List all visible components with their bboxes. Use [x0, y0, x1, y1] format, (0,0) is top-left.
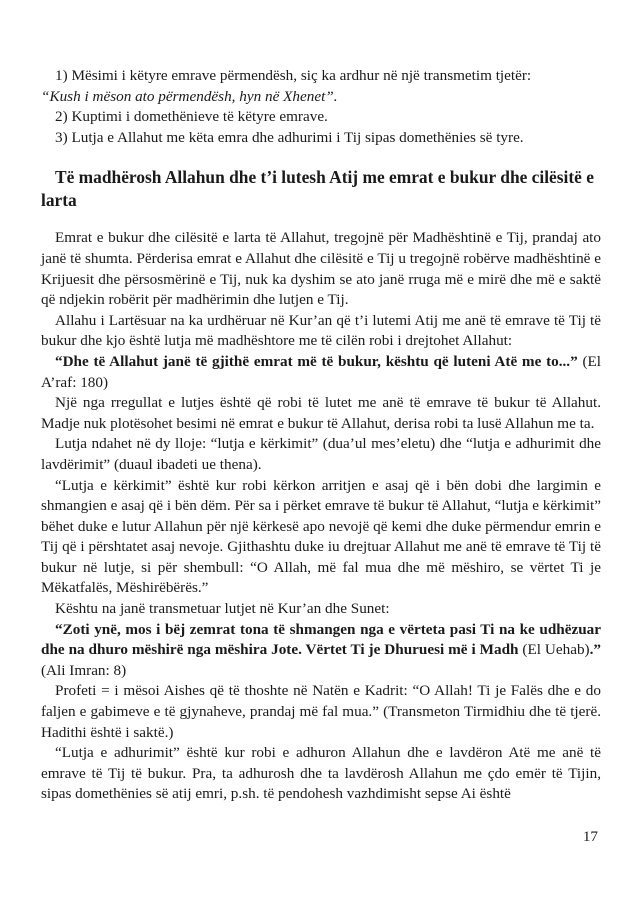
paragraph: Kështu na janë transmetuar lutjet në Kur’an dhe Sunet: — [55, 600, 390, 618]
paragraph: Emrat e bukur dhe cilësitë e larta të Allahut, tregojnë për Madhështinë e Tij, prandaj ato janë të shumta. Përderisa emrat e Allahut dhe cilësitë e Tij u tregojnë robërve madhështinë e Krijuesit dhe përsosmërinë e Tij, nuk ka dyshim se ato janë rruga më e mirë dhe më e saktë që ndjekin robërit për madhërimin dhe lutjen e Tij. — [41, 229, 601, 309]
paragraph: Allahu i Lartësuar na ka urdhëruar në Kur’an që t’i lutemi Atij me anë të emrave të Tij të bukur dhe kjo është lutja më madhështore me të cilën robi i drejtohet Allahut: — [41, 311, 601, 350]
quote-text: “Zoti ynë, mos i bëj zemrat tona të shmangen nga e vërteta pasi Ti na ke udhëzuar dhe na dhuro mëshirë nga mëshira Jote. Vërtet Ti je Dhuruesi më i Madh — [41, 620, 601, 659]
page-number: 17 — [582, 828, 598, 845]
list-item-3: 3) Lutja e Allahut me këta emra dhe adhurimi i Tij sipas domethënies së tyre. — [55, 128, 524, 146]
paragraph: Një nga rregullat e lutjes është që robi të lutet me anë të emrave të bukur të Allahut. Madje nuk plotësohet besimi në emrat e bukur të Allahut, derisa robi ta lusë Allahun me ta. — [41, 394, 601, 432]
section-heading: Të madhërosh Allahun dhe t’i lutesh Atij me emrat e bukur dhe cilësitë e larta — [41, 167, 594, 211]
paragraph: Profeti = i mësoi Aishes që të thoshte në Natën e Kadrit: “O Allah! Ti je Falës dhe e do faljen e gabimeve e të gjynaheve, prandaj më fal mua.” (Transmeton Tirmidhiu dhe të tjerë. Hadithi është i saktë.) — [41, 682, 601, 741]
paragraph: “Lutja e adhurimit” është kur robi e adhuron Allahun dhe e lavdëron Atë me anë të emrave të Tij të bukur. Pra, ta adhurosh dhe ta lavdërosh Allahun me çdo emër të Tijin, sipas domethënies së atij emri, p.sh. të pendohesh vazhdimisht sepse Ai është — [41, 744, 601, 803]
quran-quote — [41, 620, 601, 682]
quote-reference: (Ali Imran: 8) — [41, 661, 127, 679]
quote-reference: (El A’raf: 180) — [41, 352, 601, 391]
quran-quote — [41, 352, 601, 393]
paragraph: Lutja ndahet në dy lloje: “lutja e kërkimit” (dua’ul mes’eletu) dhe “lutja e adhurimit dhe lavdërimit” (duaul ibadeti ue thena). — [41, 435, 601, 473]
paragraph: “Lutja e kërkimit” është kur robi kërkon arritjen e asaj që i bën dobi dhe largimin e shmangien e asaj që i bën dëm. Për sa i përket emrave të bukur të Allahut, “lutja e kërkimit” bëhet duke e lutur Allahun për një kërkesë apo nevojë që kemi dhe duke përmendur emrin e Tij që i përshtatet asaj nevoje. Gjithashtu duke iu drejtuar Allahut me anë të emrave të Tij të bukur në lutje, si për shembull: “O Allah, më fal mua dhe më mëshiro, se vërtet Ti je Mëkatfalës, Mëshirëbërës.” — [41, 476, 601, 597]
quote-text: “Dhe të Allahut janë të gjithë emrat më të bukur, kështu që luteni Atë me to...” — [55, 352, 578, 370]
quote-close: .” — [589, 641, 602, 659]
page-text — [41, 66, 601, 805]
list-item-1: 1) Mësimi i këtyre emrave përmendësh, siç ka ardhur në një transmetim tjetër: — [55, 67, 532, 84]
list-item-1-quote: “Kush i mëson ato përmendësh, hyn në Xhenet”. — [41, 87, 338, 105]
quote-name: (El Uehab) — [518, 641, 590, 659]
list-item-2: 2) Kuptimi i domethënieve të këtyre emrave. — [55, 108, 328, 126]
